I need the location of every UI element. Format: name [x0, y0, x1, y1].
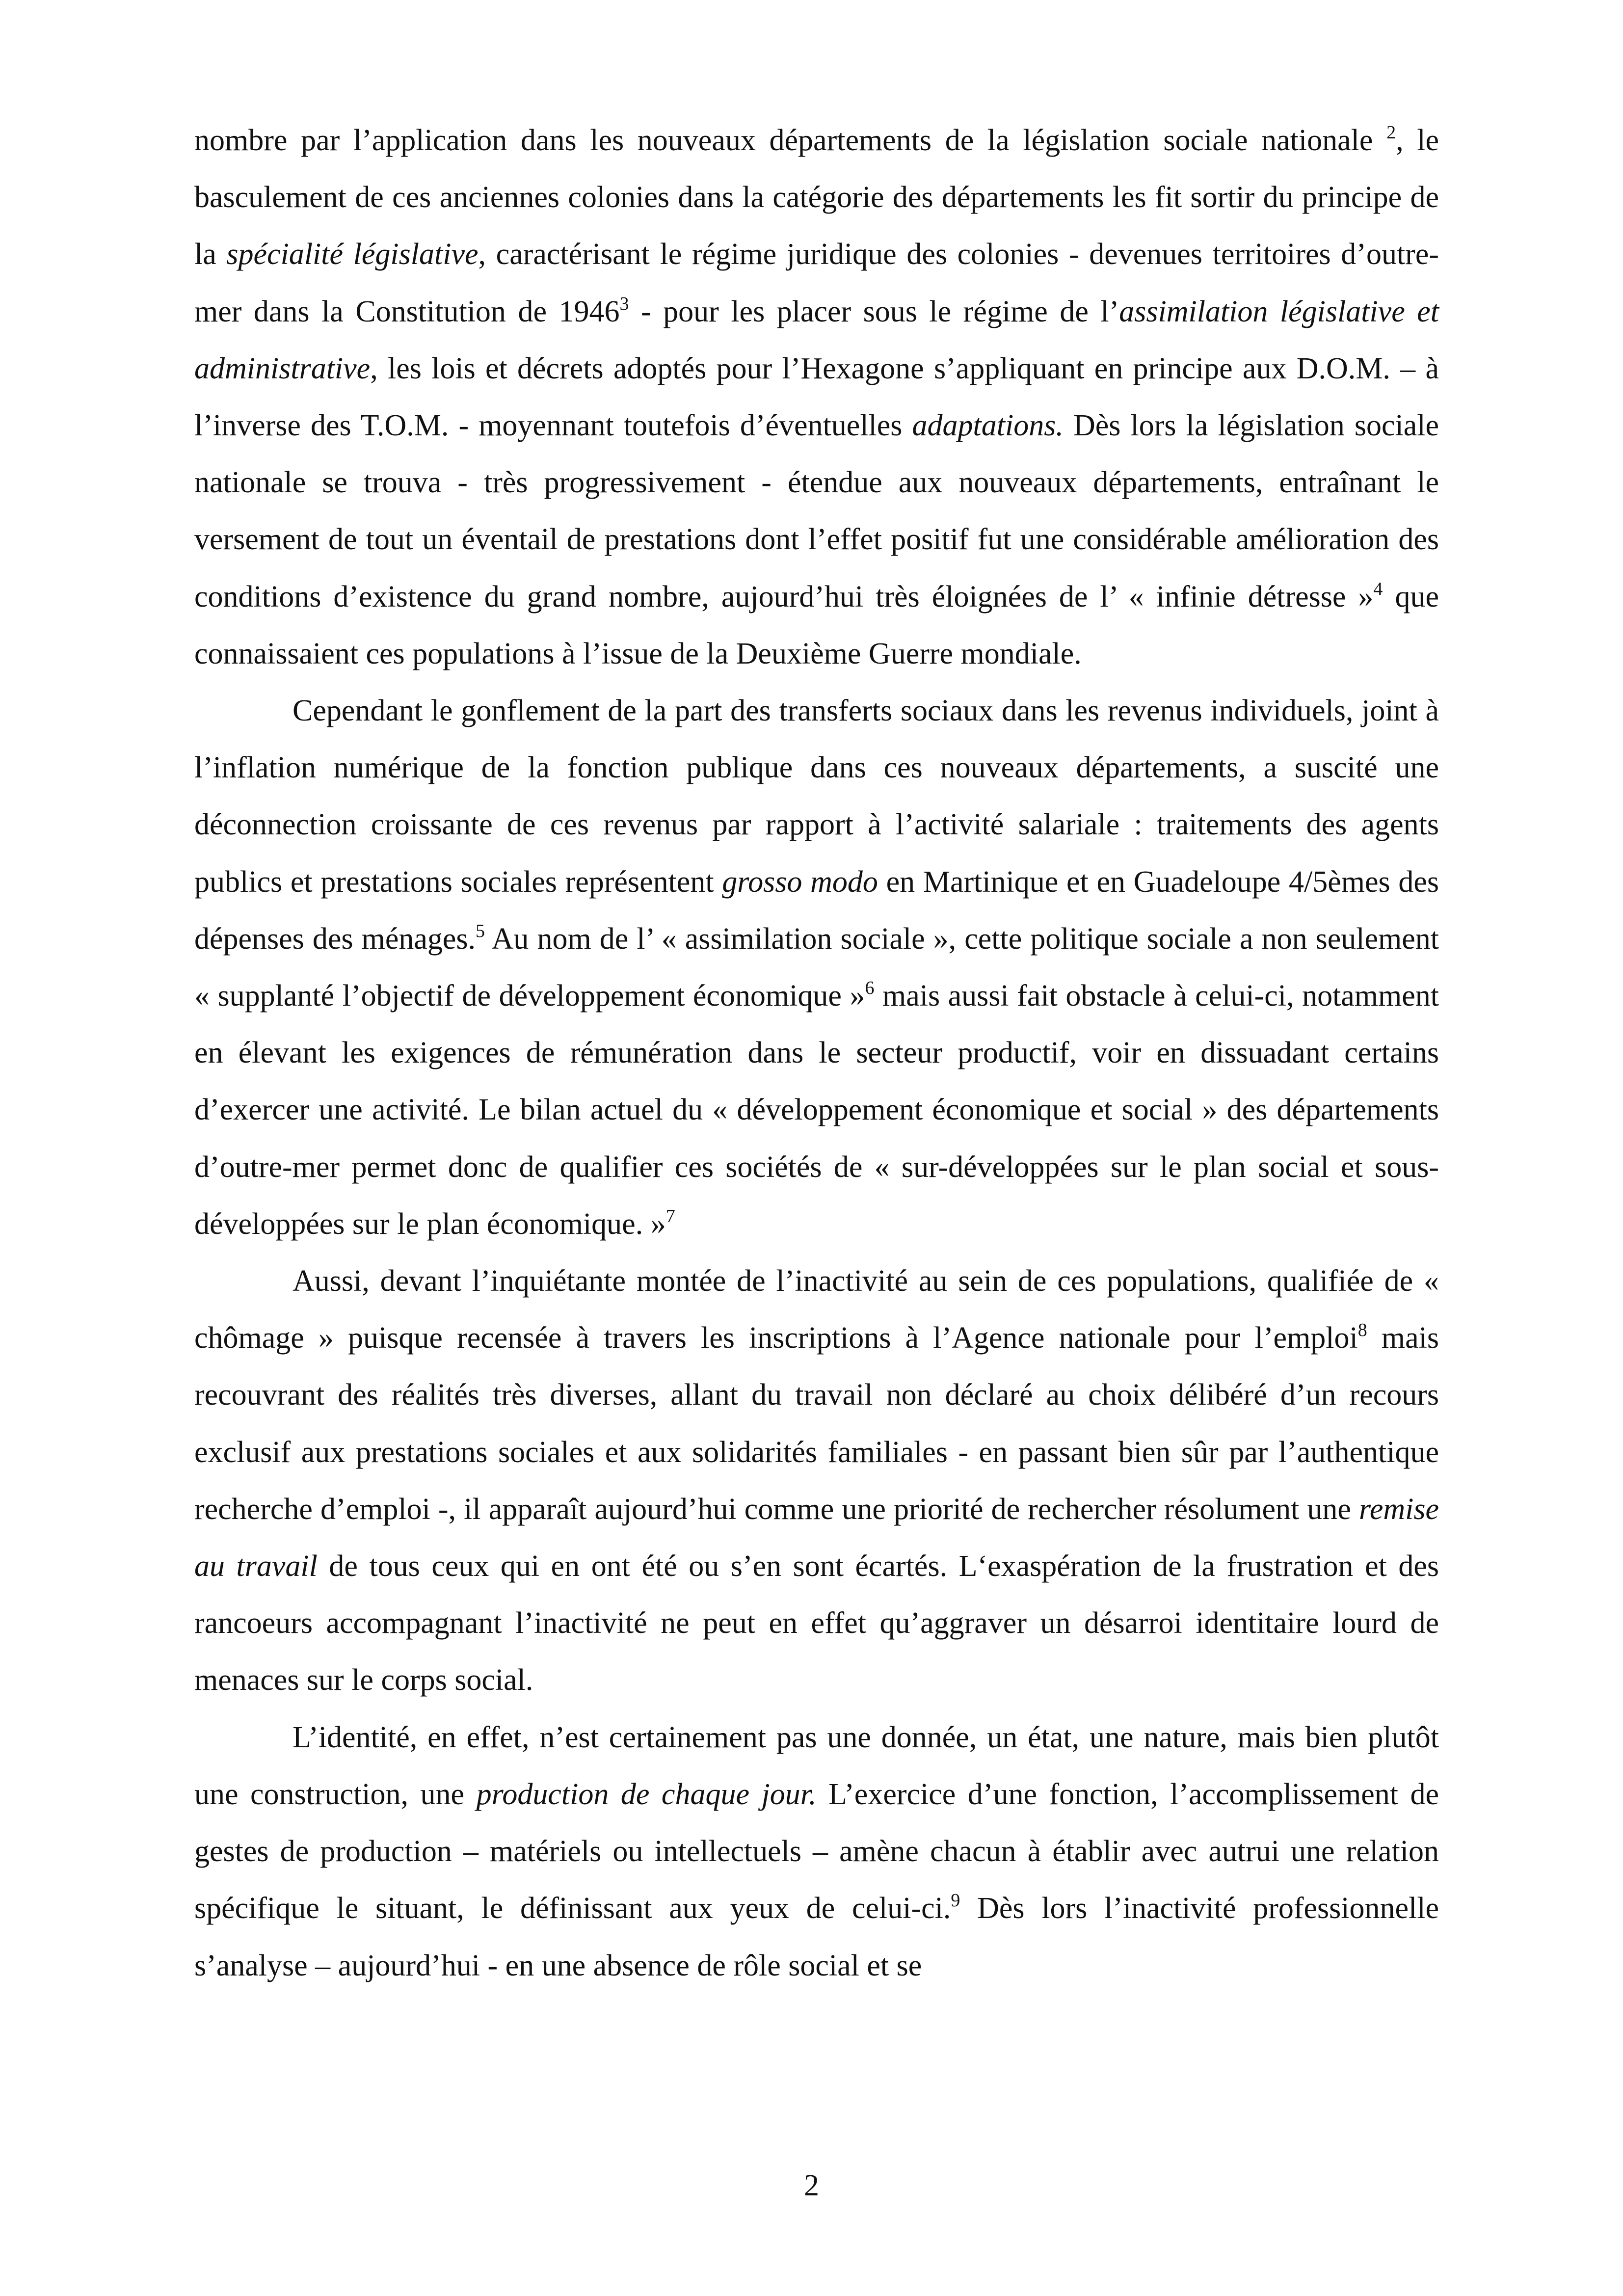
text-run: mais aussi fait obstacle à celui-ci, notamment en élevant les exigences de rémunération dans le secteur productif, voir en dissuadant certains d’exercer une activité. Le bilan actuel du « développement économique et social » des départements d’outre-mer permet donc de qualifier ces sociétés de « sur-développées sur le plan social et sous-développées sur le plan économique. » [194, 979, 1439, 1241]
italic-text: adaptations. [912, 409, 1064, 443]
text-run: Dès lors l’inactivité professionnelle s’analyse – aujourd’hui - en une absence de rôle social et se [194, 1892, 1439, 1982]
footnote-ref: 8 [1357, 1320, 1367, 1341]
text-run: L’identité, en effet, n’est certainement pas une donnée, un état, une nature, mais bien plutôt une construction, une [194, 1720, 1439, 1811]
text-run: Au nom de l’ « assimilation sociale », cette politique sociale a non seulement « supplanté l’objectif de développement économique » [194, 922, 1439, 1013]
text-run: , caractérisant le régime juridique des colonies - devenues territoires d’outre-mer dans la Constitution de 1946 [194, 238, 1439, 328]
text-run: L’exercice d’une fonction, l’accomplissement de gestes de production – matériels ou intellectuels – amène chacun à établir avec autrui une relation spécifique le situant, le définissant aux yeux de celui-ci. [194, 1777, 1439, 1925]
text-run: Aussi, devant l’inquiétante montée de l’inactivité au sein de ces populations, qualifiée de « chômage » puisque recensée à travers les inscriptions à l’Agence nationale pour l’emploi [194, 1264, 1439, 1355]
text-run: de tous ceux qui en ont été ou s’en sont écartés. L‘exaspération de la frustration et des rancoeurs accompagnant l’inactivité ne peut en effet qu’aggraver un désarroi identitaire lourd de menaces sur le corps social. [194, 1549, 1439, 1697]
footnote-ref: 9 [951, 1890, 960, 1911]
paragraph-2 [194, 682, 1439, 1253]
italic-text: assimilation législative et administrative [194, 294, 1439, 385]
text-run: - pour les placer sous le régime de l’ [629, 294, 1119, 328]
paragraph-1 [194, 112, 1439, 682]
text-run: en Martinique et en Guadeloupe 4/5èmes des dépenses des ménages. [194, 865, 1439, 956]
footnote-ref: 3 [619, 293, 629, 314]
page-number: 2 [804, 2169, 819, 2202]
footnote-ref: 5 [476, 920, 485, 941]
footnote-ref: 6 [865, 978, 875, 999]
text-run: , les lois et décrets adoptés pour l’Hexagone s’appliquant en principe aux D.O.M. – à l’inverse des T.O.M. - moyennant toutefois d’éventuelles [194, 351, 1439, 443]
italic-text: spécialité législative [226, 238, 479, 271]
footnote-ref: 2 [1386, 122, 1396, 143]
italic-text: remise au travail [194, 1492, 1439, 1583]
text-run: Dès lors la législation sociale nationale se trouva - très progressivement - étendue aux nouveaux départements, entraînant le versement de tout un éventail de prestations dont l’effet positif fut une considérable amélioration des conditions d’existence du grand nombre, aujourd’hui très éloignées de l’ « infinie détresse » [194, 409, 1439, 614]
text-run: mais recouvrant des réalités très diverses, allant du travail non déclaré au choix délibéré d’un recours exclusif aux prestations sociales et aux solidarités familiales - en passant bien sûr par l’authentique recherche d’emploi -, il apparaît aujourd’hui comme une priorité de rechercher résolument une [194, 1321, 1439, 1526]
italic-text: grosso modo [722, 865, 878, 899]
text-run: Cependant le gonflement de la part des transferts sociaux dans les revenus individuels, joint à l’inflation numérique de la fonction publique dans ces nouveaux départements, a suscité une déconnection croissante de ces revenus par rapport à l’activité salariale : traitements des agents publics et prestations sociales représentent [194, 694, 1439, 899]
text-run: , le basculement de ces anciennes colonies dans la catégorie des départements les fit sortir du principe de la [194, 124, 1439, 271]
paragraph-3 [194, 1253, 1439, 1709]
text-run: nombre par l’application dans les nouveaux départements de la législation sociale nationale [194, 124, 1387, 157]
text-run: que connaissaient ces populations à l’issue de la Deuxième Guerre mondiale. [194, 580, 1439, 670]
footnote-ref: 4 [1373, 578, 1383, 599]
paragraph-4 [194, 1709, 1439, 1994]
footnote-ref: 7 [665, 1205, 675, 1227]
italic-text: production de chaque jour. [476, 1777, 817, 1811]
body-text [194, 112, 1439, 1994]
